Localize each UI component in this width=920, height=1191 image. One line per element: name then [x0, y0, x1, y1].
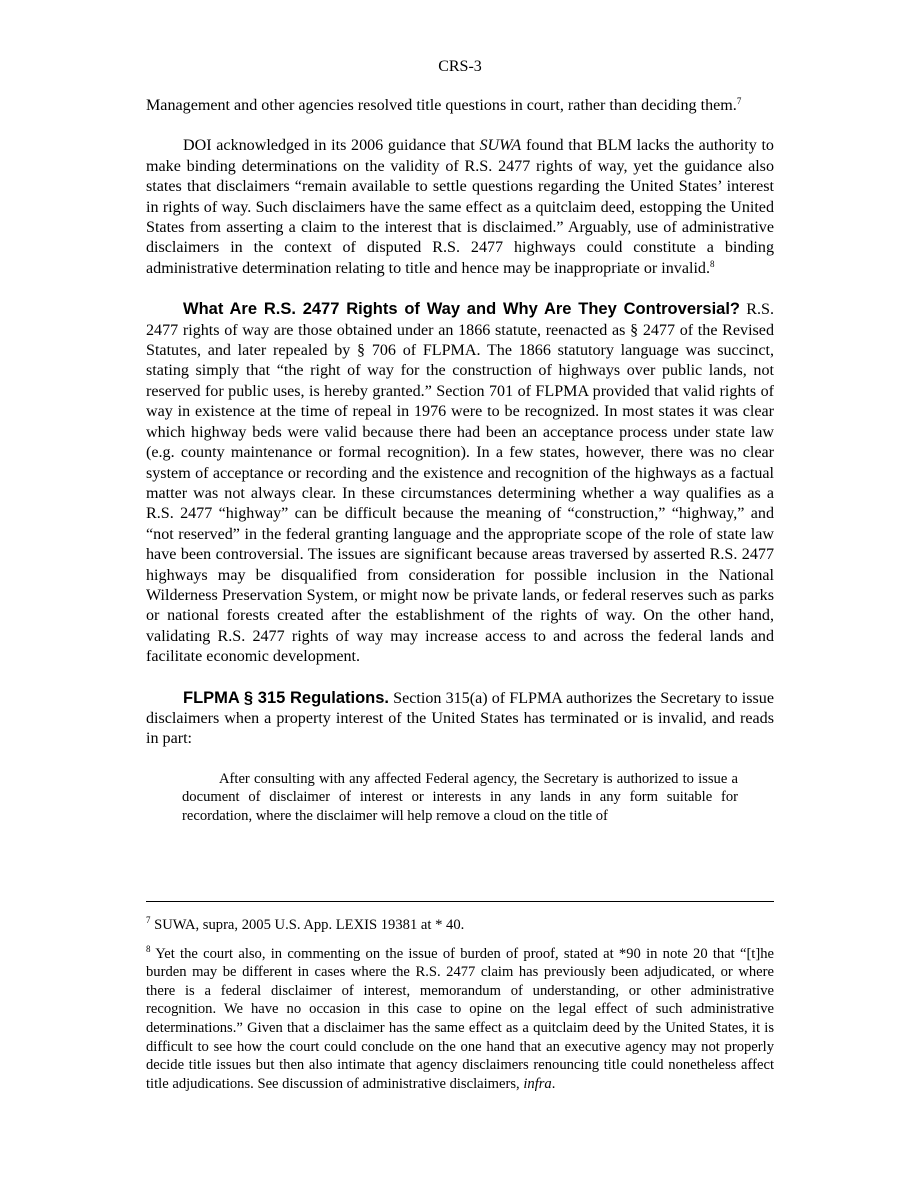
- footnote-8-infra: infra: [523, 1075, 552, 1092]
- paragraph-2-pre: DOI acknowledged in its 2006 guidance that: [183, 137, 480, 155]
- footnote-7-number: 7: [146, 915, 151, 925]
- footnote-8: [146, 945, 774, 1094]
- footnote-8-text: Yet the court also, in commenting on the issue of burden of proof, stated at *90 in note 20 that “[t]he burden may be different in cases where the R.S. 2477 claim has previously been adjudicated, or where there is a federal disclaimer of interest, memorandum of understanding, or other administrative recognition. We have no occasion in this case to opine on the legal effect of such administrative determinations.” Given that a disclaimer has the same effect as a quitclaim deed by the United States, it is difficult to see how the court could conclude on the one hand that an executive agency may not properly decide title issues but then also intimate that agency disclaimers renouncing title could nonetheless affect title adjudications. See discussion of administrative disclaimers,: [146, 945, 774, 1092]
- footnote-ref-7[interactable]: 7: [736, 96, 742, 106]
- footnote-7-text: SUWA, supra, 2005 U.S. App. LEXIS 19381 at * 40.: [154, 917, 465, 933]
- section-heading-flpma-315: FLPMA § 315 Regulations.: [183, 688, 390, 707]
- footnotes: [146, 916, 774, 1093]
- suwa-case-name: SUWA: [479, 137, 522, 155]
- paragraph-1-text: Management and other agencies resolved title questions in court, rather than deciding them.: [146, 97, 737, 114]
- paragraph-1: [146, 96, 774, 116]
- paragraph-2-post: found that BLM lacks the authority to make binding determinations on the validity of R.S. 2477 rights of way, yet the guidance also states that disclaimers “remain available to settle questions regarding the United States’ interest in rights of way. Such disclaimers have the same effect as a quitclaim deed, estopping the United States from asserting a claim to the interest that is disclaimed.” Arguably, use of administrative disclaimers in the context of disputed R.S. 2477 highways could constitute a binding administrative determination relating to title and hence may be inappropriate or invalid.: [146, 137, 774, 277]
- body-text: [146, 96, 774, 826]
- footnote-8-number: 8: [146, 943, 151, 954]
- page-header: CRS-3: [438, 58, 482, 75]
- paragraph-2: [146, 136, 774, 279]
- footnote-ref-8[interactable]: 8: [710, 258, 715, 269]
- paragraph-4: [146, 688, 774, 750]
- footnote-divider: [146, 901, 774, 902]
- footnote-7: [146, 916, 774, 935]
- paragraph-4-text: Section 315(a) of FLPMA authorizes the Secretary to issue disclaimers when a property interest of the United States has terminated or is invalid, and reads in part:: [146, 689, 774, 748]
- block-quote: After consulting with any affected Federal agency, the Secretary is authorized to issue a document of disclaimer of interest or interests in any lands in any form suitable for recordation, where the disclaimer will help remove a cloud on the title of: [182, 770, 738, 824]
- footnote-8-end: .: [551, 1075, 556, 1092]
- paragraph-3: [146, 299, 774, 667]
- paragraph-3-text: R.S. 2477 rights of way are those obtained under an 1866 statute, reenacted as § 2477 of the Revised Statutes, and later repealed by § 706 of FLPMA. The 1866 statutory language was succinct, stating simply that “the right of way for the construction of highways over public lands, not reserved for public uses, is hereby granted.” Section 701 of FLPMA provided that valid rights of way in existence at the time of repeal in 1976 were to be recognized. In most states it was clear which highway beds were valid because there had been an acceptance process under state law (e.g. county maintenance or formal recognition). In a few states, however, there was no clear system of acceptance or recording and the existence and recognition of the highways as a factual matter was not always clear. In these circumstances determining whether a way qualifies as a R.S. 2477 “highway” can be difficult because the meaning of “construction,” “highway,” and “not reserved” in the federal granting language and the appropriate scope of the role of state law have been controversial. The issues are significant because areas traversed by asserted R.S. 2477 highways may be disqualified from consideration for possible inclusion in the National Wilderness Preservation System, or might now be private lands, or federal reserves such as parks or national forests created after the establishment of the rights of way. On the other hand, validating R.S. 2477 rights of way may increase access to and across the federal lands and facilitate economic development.: [146, 301, 774, 666]
- section-heading-rs2477: What Are R.S. 2477 Rights of Way and Why Are They Controversial?: [183, 300, 741, 319]
